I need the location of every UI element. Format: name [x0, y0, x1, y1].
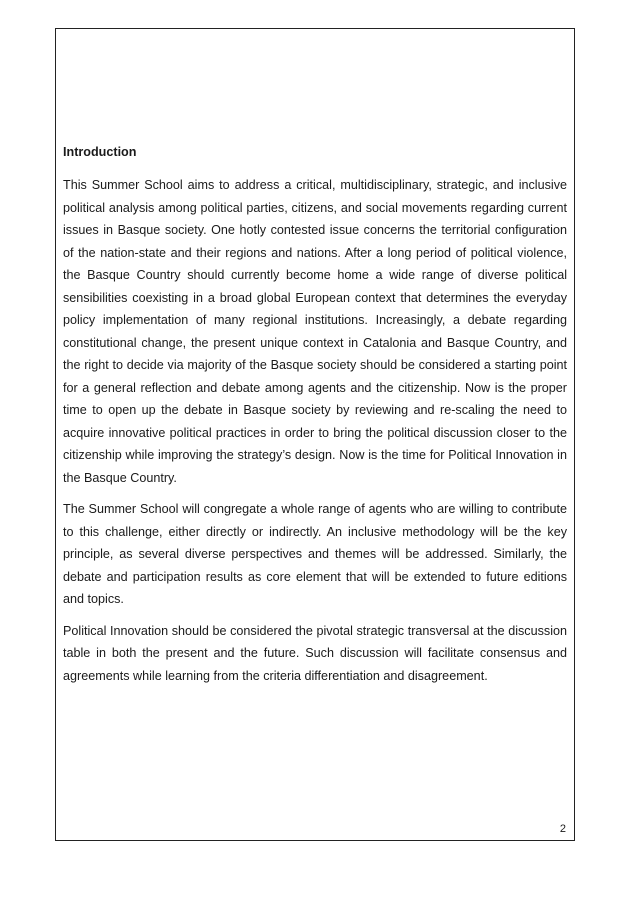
section-heading: Introduction — [63, 145, 137, 159]
paragraph-political-innovation: Political Innovation should be considered the pivotal strategic transversal at the discussion table in both the present and the future. Such discussion will facilitate consensus and agreements while learning from the criteria differentiation and disagreement. — [63, 623, 567, 683]
page-number: 2 — [559, 823, 566, 835]
paragraph-intro: This Summer School aims to address a critical, multidisciplinary, strategic, and inclusive political analysis among political parties, citizens, and social movements regarding current issues in Basque society. One hotly contested issue concerns the territorial configuration of the nation-state and their regions and nations. After a long period of political violence, the Basque Country should currently become home a wide range of diverse political sensibilities coexisting in a broad global European context that determines the everyday policy implementation of many regional institutions. Increasingly, a debate regarding constitutional change, the present unique context in Catalonia and Basque Country, and the right to decide via majority of the Basque society should be considered a starting point for a general reflection and debate among agents and the citizenship. Now is the proper time to open up the debate in Basque society by reviewing and re-scaling the need to acquire innovative political practices in order to bring the political discussion closer to the citizenship while improving the strategy’s design. Now is the time for Political Innovation in the Basque Country. — [63, 178, 567, 485]
paragraph-summer-school: The Summer School will congregate a whole range of agents who are willing to contribute to this challenge, either directly or indirectly. An inclusive methodology will be the key principle, as several diverse perspectives and themes will be addressed. Similarly, the debate and participation results as core element that will be extended to future editions and topics. — [63, 502, 567, 606]
document-body — [63, 141, 567, 696]
page-frame — [55, 28, 575, 841]
